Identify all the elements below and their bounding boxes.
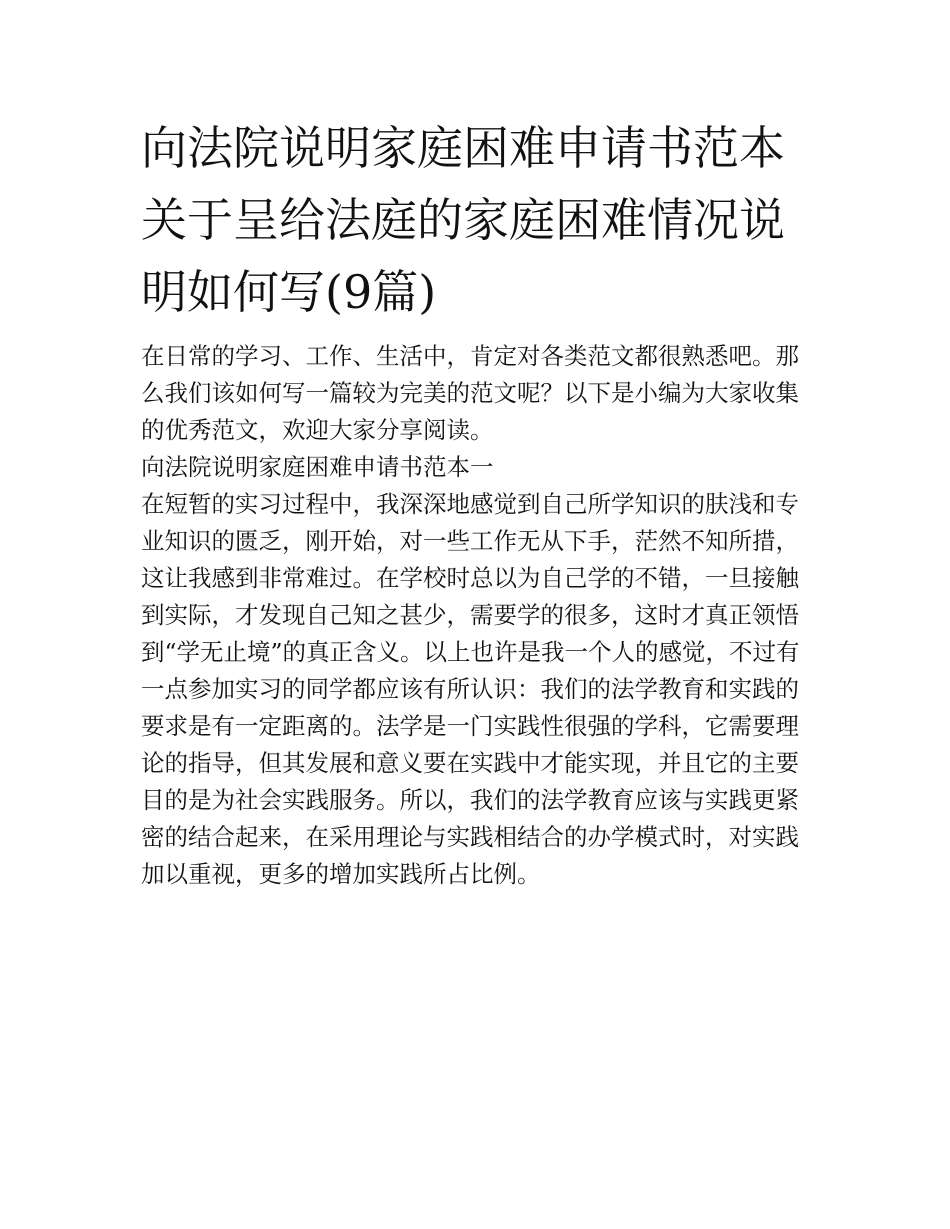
section-heading: 向法院说明家庭困难申请书范本一	[141, 453, 494, 481]
body-paragraph: 在短暂的实习过程中，我深深地感觉到自己所学知识的肤浅和专业知识的匮乏，刚开始，对一些工作无从下手，茫然不知所措，这让我感到非常难过。在学校时总以为自己学的不错，一旦接触到实际，才发现自己知之甚少，需要学的很多，这时才真正领悟到“学无止境”的真正含义。以上也许是我一个人的感觉，不过有一点参加实习的同学都应该有所认识：我们的法学教育和实践的要求是有一定距离的。法学是一门实践性很强的学科，它需要理论的指导，但其发展和意义要在实践中才能实现，并且它的主要目的是为社会实践服务。所以，我们的法学教育应该与实践更紧密的结合起来，在采用理论与实践相结合的办学模式时，对实践加以重视，更多的增加实践所占比例。	[141, 490, 800, 888]
document-title: 向法院说明家庭困难申请书范本 关于呈给法庭的家庭困难情况说明如何写(9篇)	[141, 121, 785, 319]
document-page	[141, 112, 813, 893]
document-body	[141, 338, 813, 893]
intro-paragraph: 在日常的学习、工作、生活中，肯定对各类范文都很熟悉吧。那么我们该如何写一篇较为完美的范文呢？以下是小编为大家收集的优秀范文，欢迎大家分享阅读。	[141, 342, 799, 444]
